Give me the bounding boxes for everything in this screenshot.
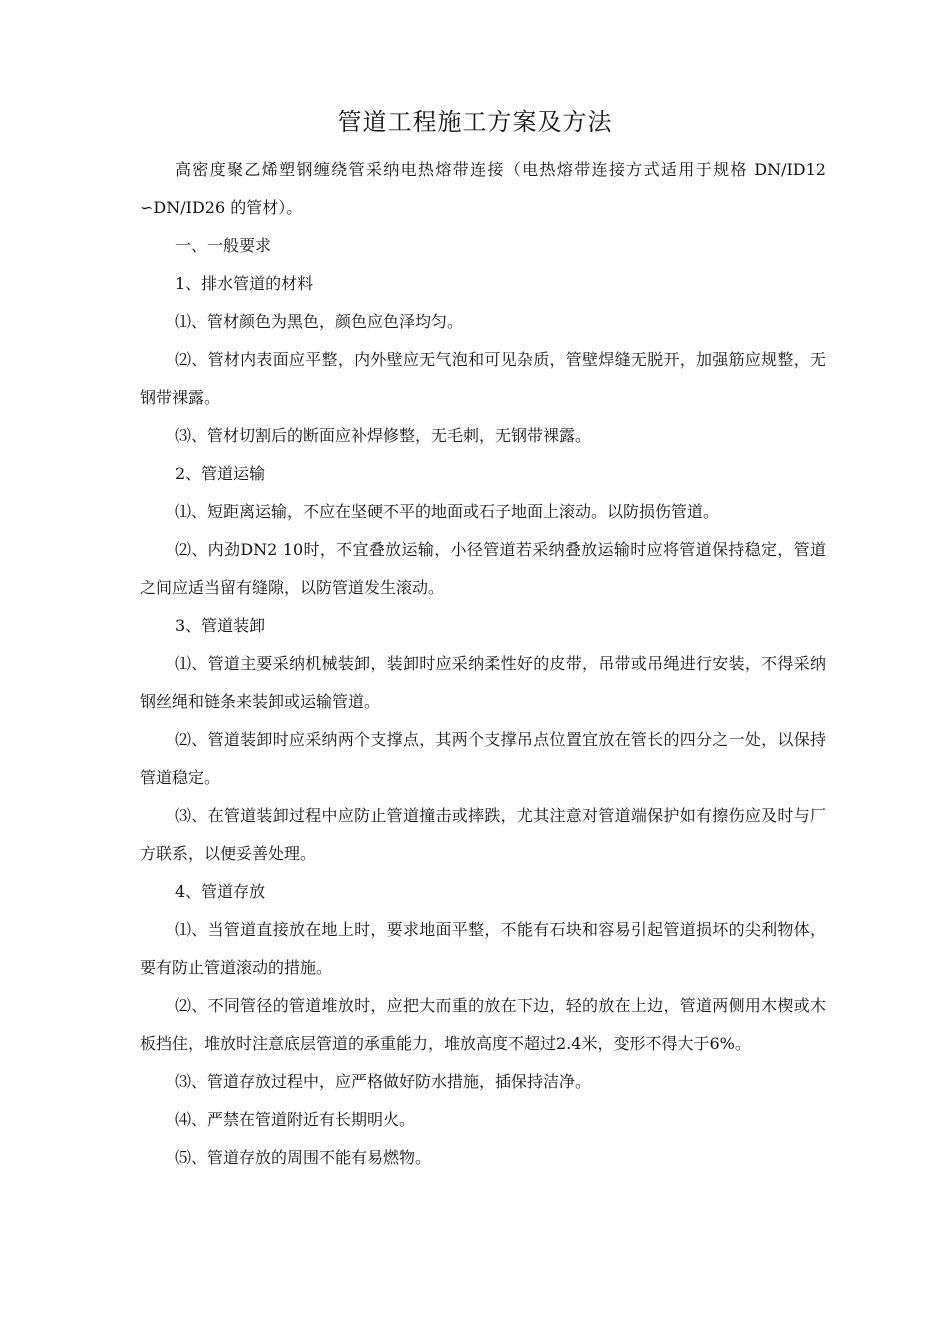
subsection-heading-loading: 3、管道装卸	[175, 616, 266, 635]
loading-item-2: ⑵、管道装卸时应采纳两个支撑点，其两个支撑吊点位置宜放在管长的四分之一处，以保持管道稳定。	[140, 730, 826, 787]
subsection-heading-materials: 1、排水管道的材料	[175, 274, 314, 293]
materials-item-3: ⑶、管材切割后的断面应补焊修整，无毛刺，无钢带裸露。	[175, 426, 592, 445]
subsection-heading-transport: 2、管道运输	[175, 464, 266, 483]
transport-item-2: ⑵、内劲DN2 10时，不宜叠放运输，小径管道若采纳叠放运输时应将管道保持稳定，管道之间应适当留有缝隙，以防管道发生滚动。	[140, 540, 826, 597]
storage-item-3: ⑶、管道存放过程中，应严格做好防水措施，插保持洁净。	[175, 1072, 592, 1091]
storage-item-1: ⑴、当管道直接放在地上时，要求地面平整，不能有石块和容易引起管道损坏的尖利物体，要有防止管道滚动的措施。	[140, 920, 826, 977]
storage-item-5: ⑸、管道存放的周围不能有易燃物。	[175, 1148, 432, 1167]
loading-item-1: ⑴、管道主要采纳机械装卸，装卸时应采纳柔性好的皮带，吊带或吊绳进行安装，不得采纳钢丝绳和链条来装卸或运输管道。	[140, 654, 826, 711]
materials-item-1: ⑴、管材颜色为黑色，颜色应色泽均匀。	[175, 312, 464, 331]
storage-item-4: ⑷、严禁在管道附近有长期明火。	[175, 1110, 416, 1129]
subsection-heading-storage: 4、管道存放	[175, 882, 266, 901]
loading-item-3: ⑶、在管道装卸过程中应防止管道撞击或摔跌，尤其注意对管道端保护如有擦伤应及时与厂方联系，以便妥善处理。	[140, 806, 826, 863]
document-body	[140, 151, 826, 1177]
materials-item-2: ⑵、管材内表面应平整，内外壁应无气泡和可见杂质，管壁焊缝无脱开，加强筋应规整，无钢带裸露。	[140, 350, 826, 407]
transport-item-1: ⑴、短距离运输，不应在坚硬不平的地面或石子地面上滚动。以防损伤管道。	[175, 502, 720, 521]
intro-paragraph: 高密度聚乙烯塑钢缠绕管采纳电热熔带连接（电热熔带连接方式适用于规格 DN/ID12 ∽DN/ID26 的管材）。	[140, 160, 826, 217]
storage-item-2: ⑵、不同管径的管道堆放时，应把大而重的放在下边，轻的放在上边，管道两侧用木楔或木板挡住，堆放时注意底层管道的承重能力，堆放高度不超过2.4米，变形不得大于6%。	[140, 996, 826, 1053]
document-title: 管道工程施工方案及方法	[337, 108, 613, 136]
section-heading-general-requirements: 一、一般要求	[175, 236, 272, 255]
